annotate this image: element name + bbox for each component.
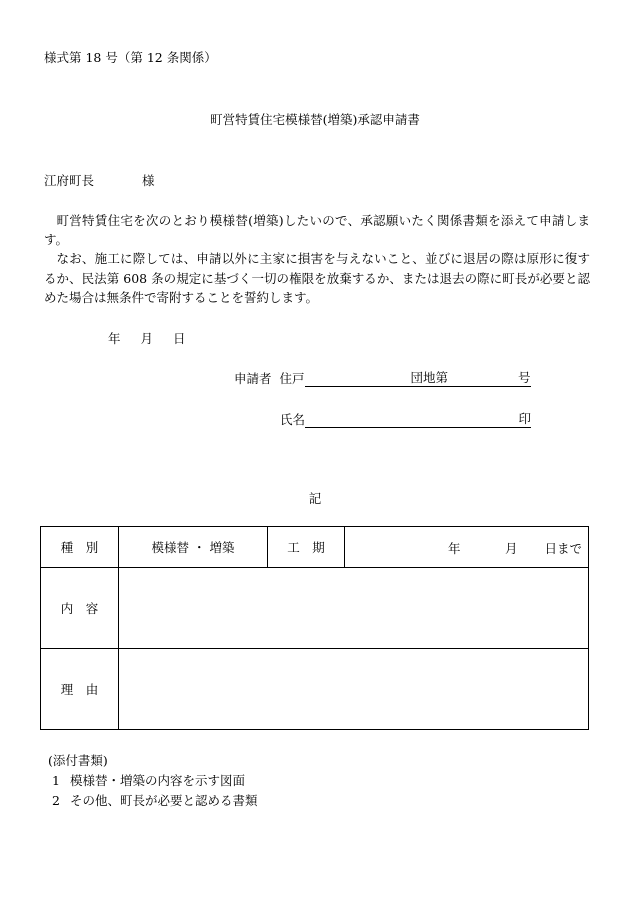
reason-label: 理 由 <box>41 649 119 730</box>
period-year: 年 <box>448 541 461 556</box>
content-row <box>41 568 589 649</box>
attachment-text: 模様替・増築の内容を示す図面 <box>69 773 245 788</box>
body-text <box>44 211 590 307</box>
address-label: 住戸 <box>279 371 305 386</box>
period-field[interactable] <box>345 527 589 568</box>
addressee <box>44 171 155 189</box>
reason-row <box>41 649 589 730</box>
applicant-address-row <box>234 369 531 387</box>
attachments-heading: (添付書類) <box>48 753 108 768</box>
attachment-number: 1 <box>52 773 60 788</box>
reason-field[interactable] <box>119 649 589 730</box>
date-month: 月 <box>140 331 154 346</box>
ki-heading: 記 <box>308 491 322 506</box>
attachment-item <box>52 791 257 809</box>
seal-label: 印 <box>518 411 532 426</box>
addressee-honorific: 様 <box>142 173 155 188</box>
type-value[interactable]: 模様替 ・ 増築 <box>119 527 268 568</box>
body-paragraph-1: 町営特賃住宅を次のとおり模様替(増築)したいので、承認願いたく関係書類を添えて申請します。 <box>44 213 590 248</box>
name-field[interactable] <box>305 412 531 428</box>
period-until: 日まで <box>544 541 582 556</box>
form-number: 様式第 18 号（第 12 条関係） <box>44 50 217 65</box>
document-title: 町営特賃住宅模様替(増築)承認申請書 <box>210 112 420 127</box>
details-table <box>40 526 589 730</box>
addressee-name: 江府町長 <box>44 173 95 188</box>
type-row <box>41 527 589 568</box>
content-field[interactable] <box>119 568 589 649</box>
date-line <box>108 329 186 347</box>
date-day: 日 <box>173 331 186 346</box>
applicant-name-row <box>280 410 531 428</box>
content-label: 内 容 <box>41 568 119 649</box>
go-label: 号 <box>518 370 531 385</box>
attachment-number: 2 <box>52 793 60 808</box>
period-month: 月 <box>505 541 518 556</box>
attachment-text: その他、町長が必要と認める書類 <box>69 793 258 808</box>
name-label: 氏名 <box>280 412 306 427</box>
type-label: 種 別 <box>41 527 119 568</box>
applicant-label: 申請者 <box>234 371 272 386</box>
period-label: 工 期 <box>268 527 345 568</box>
address-field[interactable] <box>305 371 531 387</box>
date-year: 年 <box>108 331 121 346</box>
attachment-item <box>52 771 245 789</box>
danchi-label: 団地第 <box>410 370 449 385</box>
body-paragraph-2: なお、施工に際しては、申請以外に主家に損害を与えないこと、並びに退居の際は原形に復するか、民法第 608 条の規定に基づく一切の権限を放棄するか、または退去の際に町長が必要と認めた場合は無条件で寄附することを誓約します。 <box>44 251 590 305</box>
